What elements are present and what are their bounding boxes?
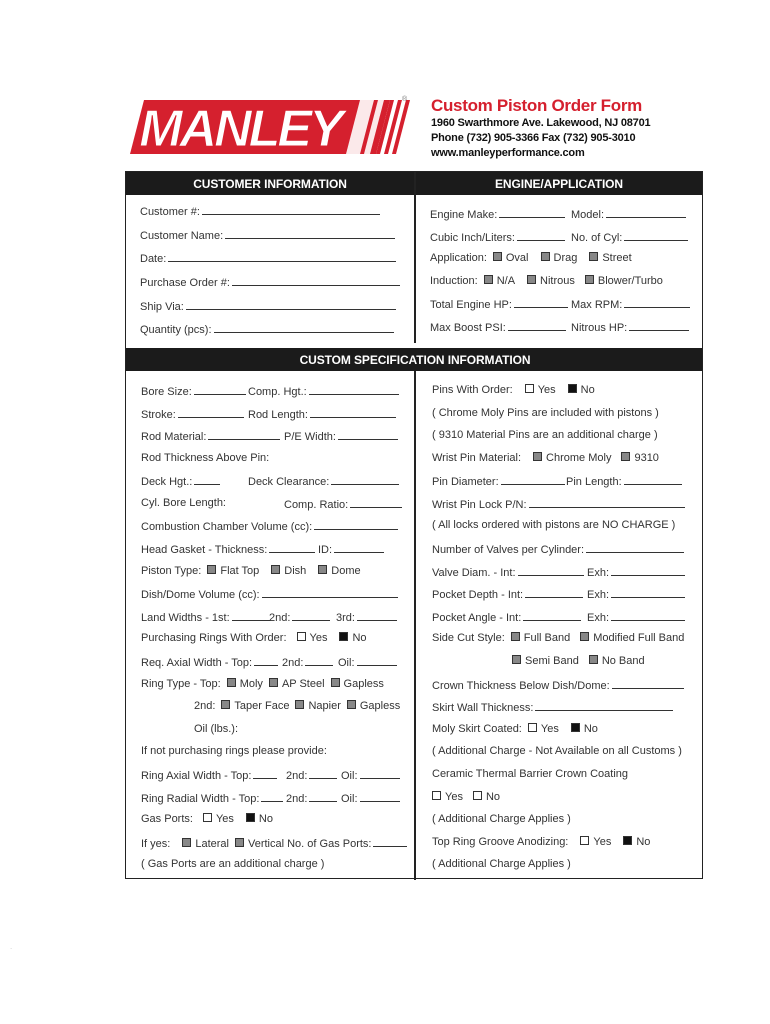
side-cut-style-field: Side Cut Style: Full Band Modified Full Band — [432, 632, 685, 644]
if-not-purchasing-note: If not purchasing rings please provide: — [141, 745, 327, 757]
order-form — [125, 171, 703, 879]
section-bar-custom — [126, 348, 702, 371]
max-rpm-field[interactable]: Max RPM: — [571, 297, 690, 311]
nitrous-hp-field[interactable]: Nitrous HP: — [571, 320, 689, 334]
ring-radial-width-field[interactable]: Ring Radial Width - Top: — [141, 791, 283, 805]
no-band-checkbox[interactable] — [589, 655, 598, 664]
bore-size-field[interactable]: Bore Size: — [141, 384, 246, 398]
moly-skirt-yes-checkbox[interactable] — [528, 723, 537, 732]
gas-ports-no-checkbox[interactable] — [246, 813, 255, 822]
drag-checkbox[interactable] — [541, 252, 550, 261]
ap-steel-checkbox[interactable] — [269, 678, 278, 687]
anodizing-no-checkbox[interactable] — [623, 836, 632, 845]
chamber-volume-field[interactable]: Combustion Chamber Volume (cc): — [141, 519, 398, 533]
ring-radial-oil-field[interactable]: Oil: — [341, 791, 400, 805]
anodizing-yes-checkbox[interactable] — [580, 836, 589, 845]
chrome-moly-note: ( Chrome Moly Pins are included with pistons ) — [432, 407, 659, 419]
cylinders-field[interactable]: No. of Cyl: — [571, 230, 688, 244]
material-pins-note: ( 9310 Material Pins are an additional charge ) — [432, 429, 658, 441]
full-band-checkbox[interactable] — [511, 632, 520, 641]
gas-ports-note: ( Gas Ports are an additional charge ) — [141, 858, 325, 870]
side-cut-style-row2: Semi Band No Band — [506, 655, 645, 667]
ceramic-no-checkbox[interactable] — [473, 791, 482, 800]
manley-logo — [128, 92, 410, 162]
purchase-order-field[interactable]: Purchase Order #: — [140, 275, 400, 289]
quantity-field[interactable]: Quantity (pcs): — [140, 322, 394, 336]
gas-ports-yes-checkbox[interactable] — [203, 813, 212, 822]
pins-no-checkbox[interactable] — [568, 384, 577, 393]
anodizing-additional-note: ( Additional Charge Applies ) — [432, 858, 571, 870]
piston-type-field: Piston Type: Flat Top Dish Dome — [141, 565, 361, 577]
gapless-checkbox[interactable] — [331, 678, 340, 687]
wrist-pin-lock-field[interactable]: Wrist Pin Lock P/N: — [432, 497, 685, 511]
ring-type-field: Ring Type - Top: Moly AP Steel Gapless — [141, 678, 384, 690]
moly-skirt-field: Moly Skirt Coated: Yes No — [432, 723, 598, 735]
ring-axial-oil-field[interactable]: Oil: — [341, 768, 400, 782]
company-phone: Phone (732) 905-3366 Fax (732) 905-3010 — [431, 132, 636, 144]
moly-checkbox[interactable] — [227, 678, 236, 687]
pins-yes-checkbox[interactable] — [525, 384, 534, 393]
ceramic-additional-note: ( Additional Charge Applies ) — [432, 813, 571, 825]
rod-material-field[interactable]: Rod Material: — [141, 429, 280, 443]
company-header — [431, 96, 650, 161]
axial-width-field[interactable]: Req. Axial Width - Top: — [141, 655, 278, 669]
ship-via-field[interactable]: Ship Via: — [140, 299, 396, 313]
head-gasket-field[interactable]: Head Gasket - Thickness: — [141, 542, 315, 556]
nitrous-checkbox[interactable] — [527, 275, 536, 284]
model-field[interactable]: Model: — [571, 207, 686, 221]
date-field[interactable]: Date: — [140, 251, 396, 265]
flat-top-checkbox[interactable] — [207, 565, 216, 574]
engine-make-field[interactable]: Engine Make: — [430, 207, 565, 221]
pins-with-order-field: Pins With Order: Yes No — [432, 384, 595, 396]
9310-checkbox[interactable] — [621, 452, 630, 461]
pocket-angle-exhaust-field[interactable]: Exh: — [587, 610, 685, 624]
wrist-pin-material-field: Wrist Pin Material: Chrome Moly 9310 — [432, 452, 659, 464]
engine-app-heading: ENGINE/APPLICATION — [495, 177, 623, 191]
ceramic-coating-options: Yes No — [426, 791, 500, 803]
dish-dome-volume-field[interactable]: Dish/Dome Volume (cc): — [141, 587, 398, 601]
pocket-angle-field[interactable]: Pocket Angle - Int: — [432, 610, 581, 624]
divider-bottom — [414, 371, 416, 880]
blower-turbo-checkbox[interactable] — [585, 275, 594, 284]
semi-band-checkbox[interactable] — [512, 655, 521, 664]
taper-face-checkbox[interactable] — [221, 700, 230, 709]
comp-ratio-field[interactable]: Comp. Ratio: — [284, 497, 402, 511]
modified-full-band-checkbox[interactable] — [580, 632, 589, 641]
skirt-wall-thickness-field[interactable]: Skirt Wall Thickness: — [432, 700, 673, 714]
divider-top — [414, 172, 416, 343]
total-hp-field[interactable]: Total Engine HP: — [430, 297, 568, 311]
na-checkbox[interactable] — [484, 275, 493, 284]
page-mark: . — [10, 942, 13, 951]
form-title: Custom Piston Order Form — [431, 96, 642, 115]
additional-charge-na-note: ( Additional Charge - Not Available on all Customs ) — [432, 745, 682, 757]
land-widths-field[interactable]: Land Widths - 1st: — [141, 610, 270, 624]
ring-axial-width-field[interactable]: Ring Axial Width - Top: — [141, 768, 277, 782]
customer-name-field[interactable]: Customer Name: — [140, 228, 395, 242]
company-web: www.manleyperformance.com — [431, 147, 585, 159]
ceramic-yes-checkbox[interactable] — [432, 791, 441, 800]
street-checkbox[interactable] — [589, 252, 598, 261]
deck-clearance-field[interactable]: Deck Clearance: — [248, 474, 399, 488]
gas-port-type-field: If yes: Lateral Vertical No. of Gas Ports: — [141, 836, 407, 850]
rings-yes-checkbox[interactable] — [297, 632, 306, 641]
oval-checkbox[interactable] — [493, 252, 502, 261]
svg-text:MANLEY: MANLEY — [139, 100, 341, 158]
cubic-inch-field[interactable]: Cubic Inch/Liters: — [430, 230, 565, 244]
max-boost-field[interactable]: Max Boost PSI: — [430, 320, 566, 334]
moly-skirt-no-checkbox[interactable] — [571, 723, 580, 732]
gasket-id-field[interactable]: ID: — [318, 542, 384, 556]
axial-2nd-field[interactable]: 2nd: — [282, 655, 333, 669]
ceramic-coating-label: Ceramic Thermal Barrier Crown Coating — [432, 768, 629, 780]
application-field: Application: Oval Drag Street — [430, 252, 632, 264]
deck-height-field[interactable]: Deck Hgt.: — [141, 474, 220, 488]
chrome-moly-checkbox[interactable] — [533, 452, 542, 461]
vertical-checkbox[interactable] — [235, 838, 244, 847]
pocket-depth-field[interactable]: Pocket Depth - Int: — [432, 587, 583, 601]
dome-checkbox[interactable] — [318, 565, 327, 574]
stroke-field[interactable]: Stroke: — [141, 407, 244, 421]
pe-width-field[interactable]: P/E Width: — [284, 429, 398, 443]
ring-type-2nd-field: 2nd: Taper Face Napier Gapless — [194, 700, 401, 712]
axial-oil-field[interactable]: Oil: — [338, 655, 397, 669]
custom-spec-heading: CUSTOM SPECIFICATION INFORMATION — [299, 353, 531, 367]
valves-per-cylinder-field[interactable]: Number of Valves per Cylinder: — [432, 542, 684, 556]
land-3rd-field[interactable]: 3rd: — [336, 610, 397, 624]
rod-length-field[interactable]: Rod Length: — [248, 407, 396, 421]
land-2nd-field[interactable]: 2nd: — [269, 610, 330, 624]
rings-no-checkbox[interactable] — [339, 632, 348, 641]
pin-diameter-field[interactable]: Pin Diameter: — [432, 474, 565, 488]
induction-field: Induction: N/A Nitrous Blower/Turbo — [430, 275, 663, 287]
ring-axial-2nd-field[interactable]: 2nd: — [286, 768, 337, 782]
pocket-depth-exhaust-field[interactable]: Exh: — [587, 587, 685, 601]
pin-length-field[interactable]: Pin Length: — [566, 474, 682, 488]
napier-checkbox[interactable] — [295, 700, 304, 709]
crown-thickness-field[interactable]: Crown Thickness Below Dish/Dome: — [432, 678, 684, 692]
comp-height-field[interactable]: Comp. Hgt.: — [248, 384, 399, 398]
valve-exhaust-field[interactable]: Exh: — [587, 565, 685, 579]
top-ring-anodizing-field: Top Ring Groove Anodizing: Yes No — [432, 836, 651, 848]
registered-mark: ® — [402, 96, 408, 103]
customer-info-heading: CUSTOMER INFORMATION — [193, 177, 347, 191]
ring-radial-2nd-field[interactable]: 2nd: — [286, 791, 337, 805]
gas-ports-field: Gas Ports: Yes No — [141, 813, 273, 825]
dish-checkbox[interactable] — [271, 565, 280, 574]
customer-number-field[interactable]: Customer #: — [140, 204, 380, 218]
valve-diameter-field[interactable]: Valve Diam. - Int: — [432, 565, 584, 579]
oil-lbs-field[interactable]: Oil (lbs.): — [194, 723, 238, 735]
gapless-2nd-checkbox[interactable] — [347, 700, 356, 709]
lateral-checkbox[interactable] — [182, 838, 191, 847]
purchasing-rings-field: Purchasing Rings With Order: Yes No — [141, 632, 367, 644]
locks-note: ( All locks ordered with pistons are NO CHARGE ) — [432, 519, 676, 531]
company-address: 1960 Swarthmore Ave. Lakewood, NJ 08701 — [431, 117, 651, 129]
rod-thickness-field[interactable]: Rod Thickness Above Pin: — [141, 452, 270, 464]
cyl-bore-length-field[interactable]: Cyl. Bore Length: — [141, 497, 226, 509]
